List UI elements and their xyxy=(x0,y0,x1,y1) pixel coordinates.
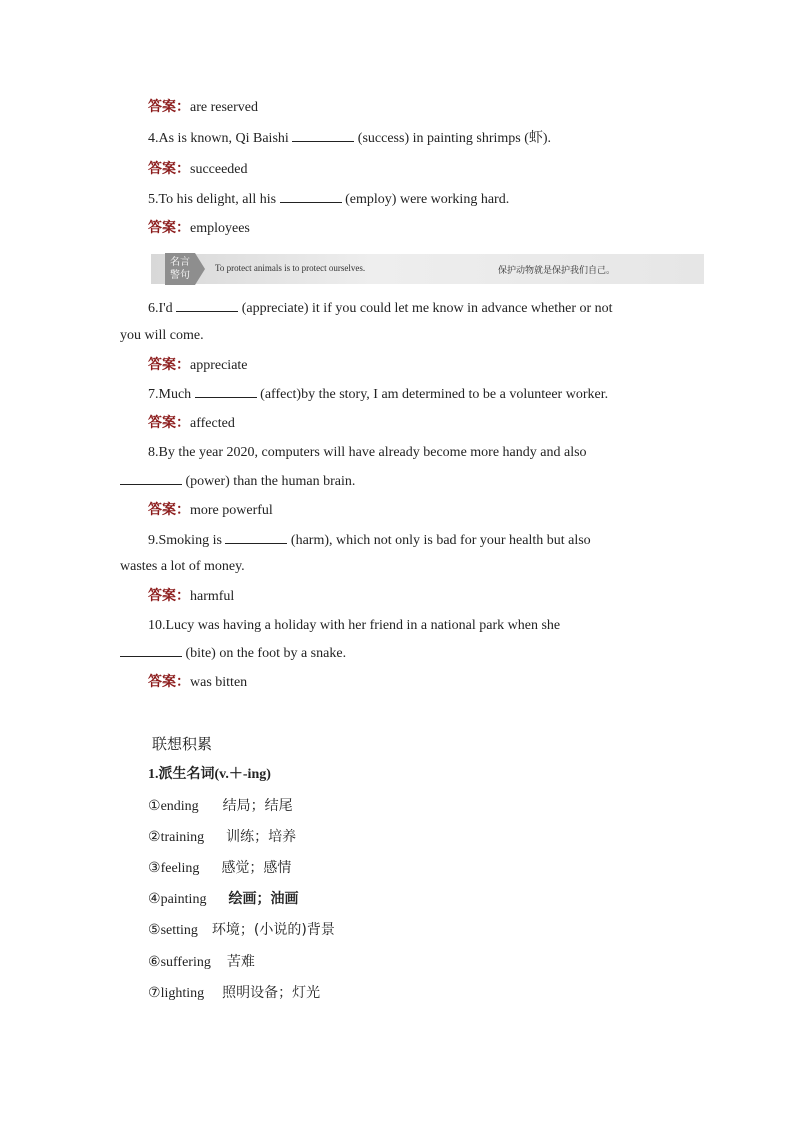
question-6-continued: you will come. xyxy=(120,328,204,343)
word-number: ④ xyxy=(148,892,161,907)
answer-label: 答案： xyxy=(148,99,190,115)
question-text: 5.To his delight, all his xyxy=(148,192,280,207)
word-chinese: 苦难 xyxy=(226,954,255,970)
question-5 xyxy=(148,190,509,209)
section-heading: 联想积累 xyxy=(152,735,213,753)
answer-blank xyxy=(120,472,182,485)
word-chinese: 环境；(小说的)背景 xyxy=(211,922,335,938)
section-subheading: 1.派生名词(v.＋-ing) xyxy=(148,767,271,782)
question-7 xyxy=(148,385,608,404)
word-english: training xyxy=(160,830,205,845)
word-number: ② xyxy=(148,830,161,845)
answer-label: 答案： xyxy=(148,502,190,518)
word-english: painting xyxy=(160,892,207,907)
word-chinese: 感觉；感情 xyxy=(221,860,292,876)
answer-line-5 xyxy=(148,219,250,238)
answer-label: 答案： xyxy=(148,161,190,177)
answer-blank xyxy=(225,531,287,544)
question-9 xyxy=(148,531,591,550)
word-number: ⑥ xyxy=(148,955,161,970)
question-text: (harm), which not only is bad for your health but also xyxy=(287,533,591,548)
quote-tag-arrow xyxy=(195,253,205,285)
answer-line-9 xyxy=(148,587,234,606)
word-number: ① xyxy=(148,799,161,814)
question-text: (success) in painting shrimps (虾). xyxy=(354,131,552,146)
answer-line-8 xyxy=(148,501,273,520)
question-8: 8.By the year 2020, computers will have already become more handy and also xyxy=(148,445,587,460)
quote-english: To protect animals is to protect ourselves. xyxy=(215,263,366,273)
answer-text: was bitten xyxy=(190,675,248,690)
word-chinese: 结局；结尾 xyxy=(222,798,293,814)
word-english: lighting xyxy=(160,986,205,1001)
answer-line-6 xyxy=(148,356,248,375)
question-text: 4.As is known, Qi Baishi xyxy=(148,131,293,146)
question-text: (affect)by the story, I am determined to be a volunteer worker. xyxy=(256,387,609,402)
quote-chinese: 保护动物就是保护我们自己。 xyxy=(498,266,616,276)
word-english: setting xyxy=(160,923,198,938)
answer-text: harmful xyxy=(190,589,235,604)
question-text: (employ) were working hard. xyxy=(341,192,510,207)
answer-label: 答案： xyxy=(148,357,190,373)
question-8-continued xyxy=(120,472,355,491)
question-4 xyxy=(148,129,551,148)
word-item xyxy=(148,890,298,909)
word-item xyxy=(148,797,293,816)
word-chinese: 训练；培养 xyxy=(226,829,297,845)
answer-blank xyxy=(120,644,182,657)
word-number: ⑤ xyxy=(148,923,161,938)
answer-line-7 xyxy=(148,414,235,433)
answer-blank xyxy=(195,385,257,398)
answer-label: 答案： xyxy=(148,674,190,690)
word-chinese: 绘画；油画 xyxy=(228,891,299,907)
answer-text: more powerful xyxy=(190,503,273,518)
question-text: 6.I'd xyxy=(148,301,177,316)
word-number: ③ xyxy=(148,861,161,876)
question-text: (appreciate) it if you could let me know in advance whether or not xyxy=(238,301,613,316)
quote-tag xyxy=(165,253,195,285)
answer-blank xyxy=(280,190,342,203)
word-chinese: 照明设备；灯光 xyxy=(222,985,321,1001)
word-item xyxy=(148,921,335,940)
answer-text: succeeded xyxy=(190,162,248,177)
question-text: 7.Much xyxy=(148,387,195,402)
answer-label: 答案： xyxy=(148,588,190,604)
answer-line-3 xyxy=(148,98,258,117)
question-9-continued: wastes a lot of money. xyxy=(120,559,245,574)
answer-line-10 xyxy=(148,673,247,692)
word-item xyxy=(148,828,296,847)
answer-text: are reserved xyxy=(190,100,259,115)
question-text: 9.Smoking is xyxy=(148,533,226,548)
word-number: ⑦ xyxy=(148,986,161,1001)
answer-line-4 xyxy=(148,160,248,179)
word-english: feeling xyxy=(160,861,200,876)
answer-blank xyxy=(292,129,354,142)
question-10-continued xyxy=(120,644,346,663)
answer-label: 答案： xyxy=(148,220,190,236)
answer-blank xyxy=(176,299,238,312)
question-6 xyxy=(148,299,613,318)
word-english: suffering xyxy=(160,955,211,970)
answer-label: 答案： xyxy=(148,415,190,431)
word-item xyxy=(148,953,255,972)
answer-text: employees xyxy=(190,221,250,236)
quote-tag-line: 警句 xyxy=(170,270,190,281)
quote-tag-line: 名言 xyxy=(170,257,190,268)
question-10: 10.Lucy was having a holiday with her friend in a national park when she xyxy=(148,618,561,633)
word-english: ending xyxy=(160,799,199,814)
answer-text: appreciate xyxy=(190,358,248,373)
word-item xyxy=(148,984,320,1003)
question-text: (bite) on the foot by a snake. xyxy=(182,646,347,661)
answer-text: affected xyxy=(190,416,235,431)
question-text: (power) than the human brain. xyxy=(182,474,356,489)
word-item xyxy=(148,859,291,878)
